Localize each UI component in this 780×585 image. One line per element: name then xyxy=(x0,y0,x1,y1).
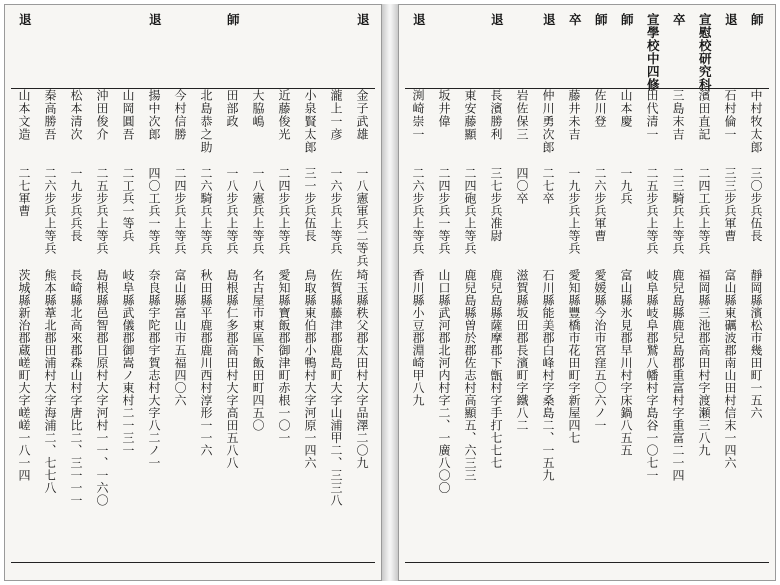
entry-unit: 一八憲軍兵二等兵 xyxy=(355,167,369,267)
right-page xyxy=(398,4,776,581)
register-entry xyxy=(743,11,769,576)
entry-name: 石村倫一 xyxy=(723,89,737,141)
entry-address: 佐賀縣藤津郡鹿島町大字山浦甲二、三三八 xyxy=(329,269,343,507)
register-entry xyxy=(717,11,743,576)
entry-unit: 二工兵一等兵 xyxy=(121,167,135,242)
entry-address: 奈良縣宇陀郡宇賀志村大字八二ノ一 xyxy=(147,269,161,469)
entry-address: 鹿兒島縣曽於郡佐志村高顯五、六三三 xyxy=(463,269,477,482)
entry-name: 仲川勇次郎 xyxy=(541,89,555,154)
register-entry xyxy=(89,11,115,576)
entry-address: 香川縣小豆郡淵崎甲八九 xyxy=(411,269,425,407)
entry-address: 熊本縣葦北郡田浦村大字海浦二、七七八 xyxy=(43,269,57,494)
entry-category: 退 xyxy=(411,13,427,26)
register-entry xyxy=(509,11,535,576)
register-entry xyxy=(245,11,271,576)
entry-name: 山岡圓吾 xyxy=(121,89,135,141)
register-entry xyxy=(193,11,219,576)
register-entry xyxy=(535,11,561,576)
entry-category: 宣學校中四修 xyxy=(645,13,661,91)
entry-address: 愛知縣豐橋市花田町字新屋四七 xyxy=(567,269,581,444)
register-entry xyxy=(691,11,717,576)
entry-unit: 二七軍曹 xyxy=(17,167,31,217)
register-entry xyxy=(639,11,665,576)
entry-name: 長濱勝利 xyxy=(489,89,503,141)
entry-unit: 一九步兵兵長 xyxy=(69,167,83,242)
register-entry xyxy=(613,11,639,576)
entry-name: 渕崎崇一 xyxy=(411,89,425,141)
entry-category: 師 xyxy=(225,13,241,26)
entry-address: 鹿兒島縣鹿兒島郡重富村字重富二一四 xyxy=(671,269,685,482)
entry-address: 長崎縣北高來郡森山村字唐比二、三一一一 xyxy=(69,269,83,507)
entry-unit: 四〇卒 xyxy=(515,167,529,205)
register-entry xyxy=(115,11,141,576)
entry-name: 今村信勝 xyxy=(173,89,187,141)
entry-unit: 一九步兵上等兵 xyxy=(567,167,581,255)
entry-unit: 二五步兵上等兵 xyxy=(95,167,109,255)
entry-name: 佐川登 xyxy=(593,89,607,128)
register-entry xyxy=(37,11,63,576)
entry-category: 宣慰校研究科 xyxy=(697,13,713,91)
entry-name: 松本清次 xyxy=(69,89,83,141)
entry-address: 島根縣邑智郡日原村大字河村一一、一六〇 xyxy=(95,269,109,507)
entry-unit: 三三步兵軍曹 xyxy=(723,167,737,242)
entry-address: 愛知縣寶飯郡御津町赤根一〇一 xyxy=(277,269,291,444)
entry-unit: 二五步兵上等兵 xyxy=(645,167,659,255)
entry-unit: 四〇工兵一等兵 xyxy=(147,167,161,255)
entry-address: 愛媛縣今治市宮窪五〇六ノ一 xyxy=(593,269,607,432)
register-entry xyxy=(457,11,483,576)
entry-unit: 二四砲兵上等兵 xyxy=(463,167,477,255)
entry-name: 北島恭之助 xyxy=(199,89,213,154)
entry-name: 中村牧太郎 xyxy=(749,89,763,154)
entry-category: 退 xyxy=(723,13,739,26)
entry-address: 福岡縣三池郡高田村字渡瀬三八九 xyxy=(697,269,711,457)
entry-address: 富山縣富山市五福四〇六 xyxy=(173,269,187,407)
entry-category: 師 xyxy=(593,13,609,26)
register-entry xyxy=(665,11,691,576)
register-entry xyxy=(271,11,297,576)
entry-name: 小泉賢太郎 xyxy=(303,89,317,154)
entry-address: 鳥取縣東伯郡小鴨村大字河原一四六 xyxy=(303,269,317,469)
entry-unit: 二六步兵上等兵 xyxy=(43,167,57,255)
entry-unit: 一八憲兵上等兵 xyxy=(251,167,265,255)
left-columns xyxy=(11,11,375,576)
entry-unit: 二六騎兵上等兵 xyxy=(199,167,213,255)
right-columns xyxy=(405,11,769,576)
entry-address: 茨城縣新治郡蔵嵯町大字嵯嵯一八一四 xyxy=(17,269,31,482)
entry-category: 退 xyxy=(355,13,371,26)
entry-unit: 二四步兵上等兵 xyxy=(277,167,291,255)
entry-address: 滋賀縣坂田郡長濱町字鐵八二 xyxy=(515,269,529,432)
entry-address: 名古屋市東區下飯田町四五〇 xyxy=(251,269,265,432)
entry-address: 島根縣仁多郡高田村大字高田五八八 xyxy=(225,269,239,469)
entry-address: 鹿兒島縣薩摩郡下甑村字手打七七七 xyxy=(489,269,503,469)
register-entry xyxy=(561,11,587,576)
entry-unit: 二四步兵一等兵 xyxy=(437,167,451,255)
register-entry xyxy=(167,11,193,576)
entry-name: 秦高勝吾 xyxy=(43,89,57,141)
register-entry xyxy=(483,11,509,576)
entry-unit: 三七步兵准尉 xyxy=(489,167,503,242)
entry-name: 揚中次郎 xyxy=(147,89,161,141)
entry-category: 師 xyxy=(619,13,635,26)
book-gutter xyxy=(382,4,398,581)
register-entry xyxy=(11,11,37,576)
entry-name: 田代清一 xyxy=(645,89,659,141)
entry-address: 富山縣氷見郡早川村字床鍋八五五 xyxy=(619,269,633,457)
entry-address: 埼玉縣秩父郡太田村大字品澤二〇九 xyxy=(355,269,369,469)
entry-address: 富山縣東礪波郡南山田村信末一四六 xyxy=(723,269,737,469)
entry-name: 濱田直記 xyxy=(697,89,711,141)
register-entry xyxy=(587,11,613,576)
entry-address: 靜岡縣濱松市幾田町一五六 xyxy=(749,269,763,419)
entry-name: 沖田俊介 xyxy=(95,89,109,141)
entry-unit: 二七卒 xyxy=(541,167,555,205)
entry-address: 山口縣武河郡北河内村字二、一廣八〇〇 xyxy=(437,269,451,494)
entry-name: 藤井未吉 xyxy=(567,89,581,141)
entry-name: 近藤俊光 xyxy=(277,89,291,141)
entry-category: 師 xyxy=(749,13,765,26)
entry-name: 田部政 xyxy=(225,89,239,128)
entry-category: 退 xyxy=(489,13,505,26)
entry-unit: 二四步兵上等兵 xyxy=(173,167,187,255)
entry-category: 卒 xyxy=(671,13,687,26)
entry-unit: 一六步兵上等兵 xyxy=(329,167,343,255)
entry-unit: 一九兵 xyxy=(619,167,633,205)
entry-unit: 三一步兵伍長 xyxy=(303,167,317,242)
entry-unit: 三〇步兵伍長 xyxy=(749,167,763,242)
entry-unit: 二六步兵軍曹 xyxy=(593,167,607,242)
register-entry xyxy=(405,11,431,576)
entry-name: 三島末吉 xyxy=(671,89,685,141)
entry-name: 瀧上一彦 xyxy=(329,89,343,141)
entry-name: 金子武雄 xyxy=(355,89,369,141)
entry-name: 大脇嶋 xyxy=(251,89,265,128)
entry-address: 秋田縣平鹿郡鹿川西村淳形一一六 xyxy=(199,269,213,457)
entry-category: 卒 xyxy=(567,13,583,26)
entry-unit: 二六步兵上等兵 xyxy=(411,167,425,255)
register-entry xyxy=(349,11,375,576)
entry-category: 退 xyxy=(541,13,557,26)
left-page xyxy=(4,4,382,581)
entry-name: 山本文造 xyxy=(17,89,31,141)
entry-category: 退 xyxy=(17,13,33,26)
register-entry xyxy=(141,11,167,576)
register-entry xyxy=(63,11,89,576)
entry-name: 東安藤顯 xyxy=(463,89,477,141)
entry-name: 岩佐保三 xyxy=(515,89,529,141)
register-entry xyxy=(323,11,349,576)
entry-address: 石川縣能美郡白峰村字桑島二、一五九 xyxy=(541,269,555,482)
register-entry xyxy=(431,11,457,576)
entry-unit: 二三騎兵上等兵 xyxy=(671,167,685,255)
register-entry xyxy=(219,11,245,576)
entry-unit: 二四工兵上等兵 xyxy=(697,167,711,255)
entry-address: 岐阜縣武儀郡御嵩ノ東村二一三一 xyxy=(121,269,135,457)
entry-unit: 一八步兵上等兵 xyxy=(225,167,239,255)
entry-name: 山本慶 xyxy=(619,89,633,128)
entry-name: 坂井偉 xyxy=(437,89,451,128)
register-entry xyxy=(297,11,323,576)
entry-address: 岐阜縣岐阜郡鷲八幡村字島谷一〇七一 xyxy=(645,269,659,482)
entry-category: 退 xyxy=(147,13,163,26)
